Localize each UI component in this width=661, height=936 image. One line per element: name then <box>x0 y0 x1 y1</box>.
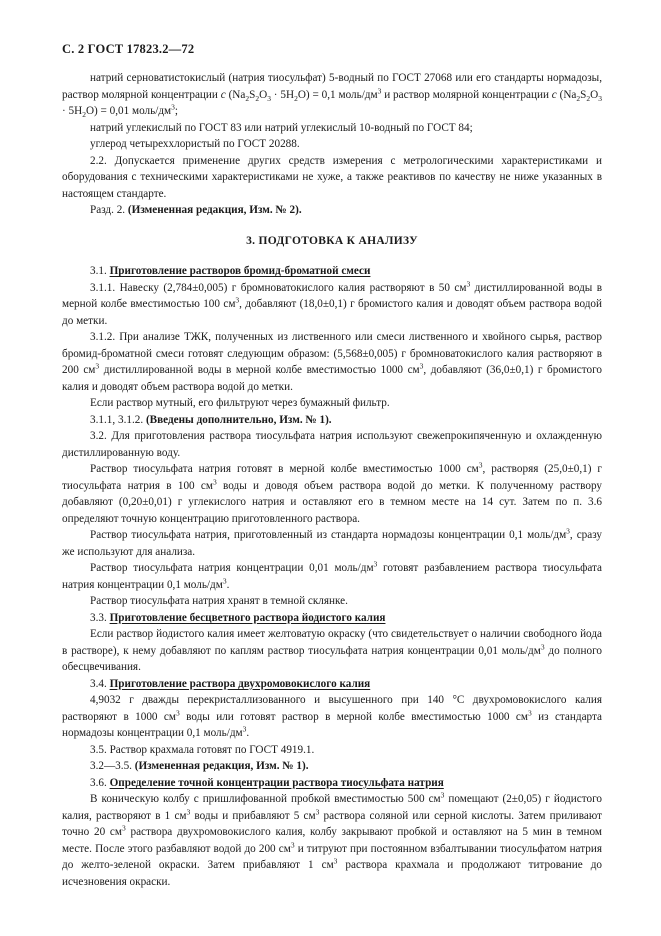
paragraph-3-2: 3.2. Для приготовления раствора тиосульфата натрия используют свежепрокипяченную и охлажденную дистиллированную воду. <box>62 430 602 459</box>
paragraph-3-2-e: Раствор тиосульфата натрия хранят в темной склянке. <box>90 595 348 607</box>
paragraph-3-2-d: Раствор тиосульфата натрия концентрации 0,01 моль/$дм^3$ готовят разбавлением раствора тиосульфата натрия концентрации 0,1 моль/$дм^3$. <box>62 559 602 591</box>
paragraph-2-2: 2.2. Допускается применение других средств измерения с метрологическими характеристиками и оборудования с техническими характеристиками не хуже, а также реактивов по качеству не ниже указанных в настоящем стандарте. <box>62 154 602 200</box>
reagent-carbonate: натрий углекислый по ГОСТ 83 или натрий углекислый 10-водный по ГОСТ 84; <box>90 121 473 134</box>
paragraph-3-2-c: Раствор тиосульфата натрия, приготовленный из стандарта нормадозы концентрации 0,1 моль/$дм^3$, сразу же используют для анализа. <box>62 526 602 558</box>
amendment-3-2-3-5: 3.2—3.5. (Измененная редакция, Изм. № 1). <box>90 760 309 772</box>
paragraph-3-4: 4,9032 г дважды перекристаллизованного и высушенного при 140 °С двухромовокислого калия растворяют в 1000 $см^3$ воды или готовят раствор в мерной колбе вместимостью 1000 $см^3$ из стандарта нормадозы концентрации 0,1 моль/$дм^3$. <box>62 694 602 739</box>
section-title: 3. ПОДГОТОВКА К АНАЛИЗУ <box>246 234 418 247</box>
subsection-3-3: 3.3. Приготовление бесцветного раствора йодистого калия <box>90 611 386 624</box>
paragraph-3-2-b: Раствор тиосульфата натрия готовят в мерной колбе вместимостью 1000 $см^3$, растворяя (25,0±0,1) г тиосульфата натрия в 100 $см^3$ воды и доводя объем раствора водой до метки. К полученному раствору добавляют (0,20±0,01) г углекислого натрия и оставляют его в темном месте на 14 сут. Затем по п. 3.6 определяют точную концентрацию приготовленного раствора. <box>62 460 603 525</box>
paragraph-3-1-1: 3.1.1. Навеску (2,784±0,005) г бромноватокислого калия растворяют в 50 $см^3$ дистиллированной воды в мерной колбе вместимостью 100 $см^3$, добавляют (18,0±0,1) г бромистого калия и доводят объем раствора водой до метки. <box>62 278 603 327</box>
page-header: С. 2 ГОСТ 17823.2—72 <box>62 42 195 56</box>
paragraph-3-6: В коническую колбу с пришлифованной пробкой вместимостью 500 $см^3$ помещают (2±0,05) г йодистого калия, растворяют в 1 $см^3$ воды и прибавляют 5 $см^3$ раствора соляной или серной кислоты. Затем приливают точно 20 $см^3$ раствора двухромовокислого калия, колбу закрывают пробкой и оставляют на 5 мин в темном месте. После этого разбавляют водой до 200 $см^3$ и титруют при постоянном взбалтывании тиосульфатом натрия до желто-зеленой окраски. Затем прибавляют 1 $см^3$ раствора крахмала и продолжают титрование до исчезновения окраски. <box>62 790 603 888</box>
amendment-3-1: 3.1.1, 3.1.2. (Введены дополнительно, Изм. № 1). <box>90 413 332 426</box>
subsection-3-6: 3.6. Определение точной концентрации раствора тиосульфата натрия <box>90 776 444 789</box>
document-body <box>62 70 602 890</box>
subsection-3-4: 3.4. Приготовление раствора двухромовокислого калия <box>90 677 371 690</box>
paragraph-turbid: Если раствор мутный, его фильтруют через бумажный фильтр. <box>90 397 390 409</box>
subsection-3-1: 3.1. Приготовление растворов бромид-броматной смеси <box>90 265 371 277</box>
paragraph-3-3: Если раствор йодистого калия имеет желтоватую окраску (что свидетельствует о наличии свободного йода в растворе), к нему добавляют по каплям раствор тиосульфата натрия концентрации 0,01 моль/$дм^3$ до полного обесцвечивания. <box>62 628 602 673</box>
amendment-razd2: Разд. 2. (Измененная редакция, Изм. № 2). <box>90 204 302 216</box>
reagent-ccl4: углерод четыреххлористый по ГОСТ 20288. <box>90 138 300 150</box>
reagent-thiosulfate: натрий серноватистокислый (натрия тиосульфат) 5-водный по ГОСТ 27068 или его стандарты нормадозы, раствор молярной концентрации c $(Na_2S_2O_3 \cdot 5H_2O) = 0,1$ моль/$дм^3$ и раствор молярной концентрации c $(Na_2S_2O_3 \cdot 5H_2O) = 0,01$ моль/$дм^3$; <box>62 72 602 120</box>
paragraph-3-5: 3.5. Раствор крахмала готовят по ГОСТ 4919.1. <box>90 743 315 756</box>
paragraph-3-1-2: 3.1.2. При анализе ТЖК, полученных из лиственного или смеси лиственного и хвойного сырья, раствор бромид-броматной смеси готовят следующим образом: (5,568±0,005) г бромноватокислого калия растворяют в 200 $см^3$ дистиллированной воды в мерной колбе вместимостью 1000 $см^3$, добавляют (36,0±0,1) г бромистого калия и доводят объем раствора водой до метки. <box>62 331 602 393</box>
